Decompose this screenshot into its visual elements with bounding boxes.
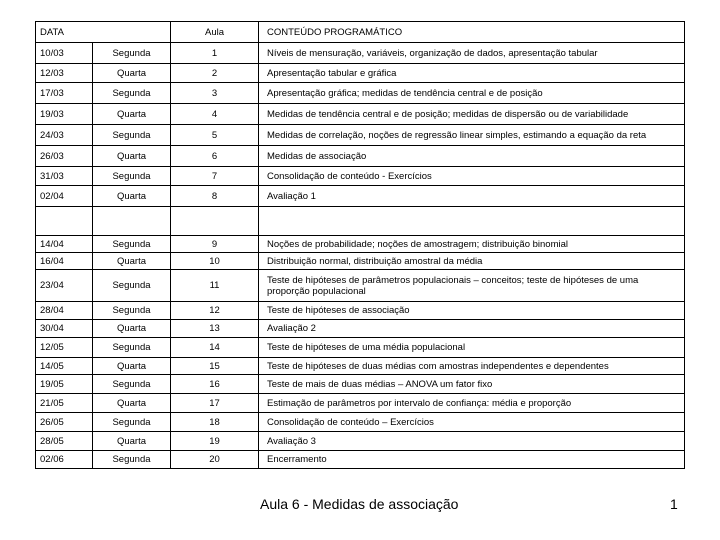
date-cell: 28/04 [36,302,93,320]
aula-number-cell: 5 [171,125,259,146]
table-row [36,302,685,320]
date-cell: 12/03 [36,64,93,83]
content-cell: Estimação de parâmetros por intervalo de confiança: média e proporção [259,394,685,413]
date-cell: 10/03 [36,43,93,64]
content-cell: Medidas de correlação, noções de regressão linear simples, estimando a equação da reta [259,125,685,146]
weekday-cell: Segunda [93,270,171,302]
aula-number-cell: 14 [171,338,259,358]
header-aula: Aula [171,22,259,43]
aula-number-cell: 20 [171,451,259,469]
weekday-cell: Quarta [93,146,171,167]
aula-number-cell [171,207,259,236]
date-cell: 28/05 [36,432,93,451]
aula-number-cell: 2 [171,64,259,83]
content-cell: Encerramento [259,451,685,469]
content-cell: Consolidação de conteúdo – Exercícios [259,413,685,432]
aula-number-cell: 15 [171,358,259,375]
content-cell: Medidas de tendência central e de posição; medidas de dispersão ou de variabilidade [259,104,685,125]
content-cell: Avaliação 1 [259,186,685,207]
table-row [36,270,685,302]
aula-number-cell: 16 [171,375,259,394]
date-cell: 26/05 [36,413,93,432]
content-cell: Teste de hipóteses de parâmetros populacionais – conceitos; teste de hipóteses de uma proporção populacional [259,270,685,302]
date-cell [36,207,93,236]
aula-number-cell: 11 [171,270,259,302]
table-row [36,432,685,451]
header-date: DATA [36,22,171,43]
aula-number-cell: 17 [171,394,259,413]
weekday-cell: Segunda [93,302,171,320]
table-row [36,375,685,394]
content-cell: Teste de mais de duas médias – ANOVA um fator fixo [259,375,685,394]
aula-number-cell: 10 [171,253,259,270]
date-cell: 26/03 [36,146,93,167]
weekday-cell [93,207,171,236]
aula-number-cell: 4 [171,104,259,125]
table-row [36,451,685,469]
date-cell: 17/03 [36,83,93,104]
content-cell: Teste de hipóteses de duas médias com amostras independentes e dependentes [259,358,685,375]
weekday-cell: Quarta [93,64,171,83]
content-cell: Consolidação de conteúdo - Exercícios [259,167,685,186]
table-body [36,43,685,469]
table-row [36,43,685,64]
table-row [36,64,685,83]
aula-number-cell: 1 [171,43,259,64]
table-row [36,83,685,104]
date-cell: 23/04 [36,270,93,302]
content-cell: Apresentação gráfica; medidas de tendência central e de posição [259,83,685,104]
aula-number-cell: 9 [171,236,259,253]
aula-number-cell: 8 [171,186,259,207]
weekday-cell: Quarta [93,432,171,451]
date-cell: 31/03 [36,167,93,186]
header-row [36,22,685,43]
schedule-table [35,21,685,469]
page-number: 1 [670,496,678,512]
table-row [36,146,685,167]
table-row [36,320,685,338]
weekday-cell: Segunda [93,125,171,146]
date-cell: 14/04 [36,236,93,253]
weekday-cell: Quarta [93,320,171,338]
date-cell: 21/05 [36,394,93,413]
aula-number-cell: 3 [171,83,259,104]
weekday-cell: Segunda [93,338,171,358]
date-cell: 14/05 [36,358,93,375]
table-row [36,338,685,358]
table-row [36,207,685,236]
aula-number-cell: 19 [171,432,259,451]
date-cell: 19/03 [36,104,93,125]
weekday-cell: Quarta [93,358,171,375]
content-cell: Teste de hipóteses de uma média populacional [259,338,685,358]
date-cell: 12/05 [36,338,93,358]
content-cell: Noções de probabilidade; noções de amostragem; distribuição binomial [259,236,685,253]
table-row [36,167,685,186]
weekday-cell: Quarta [93,394,171,413]
content-cell [259,207,685,236]
content-cell: Apresentação tabular e gráfica [259,64,685,83]
date-cell: 30/04 [36,320,93,338]
table-row [36,125,685,146]
aula-number-cell: 13 [171,320,259,338]
weekday-cell: Segunda [93,167,171,186]
table-row [36,413,685,432]
aula-number-cell: 12 [171,302,259,320]
table-row [36,186,685,207]
weekday-cell: Segunda [93,236,171,253]
date-cell: 16/04 [36,253,93,270]
weekday-cell: Segunda [93,83,171,104]
aula-number-cell: 6 [171,146,259,167]
date-cell: 19/05 [36,375,93,394]
table-row [36,253,685,270]
slide-title: Aula 6 - Medidas de associação [260,496,459,512]
weekday-cell: Segunda [93,43,171,64]
date-cell: 02/04 [36,186,93,207]
content-cell: Medidas de associação [259,146,685,167]
table-row [36,358,685,375]
content-cell: Avaliação 3 [259,432,685,451]
weekday-cell: Quarta [93,186,171,207]
weekday-cell: Quarta [93,104,171,125]
weekday-cell: Segunda [93,413,171,432]
aula-number-cell: 18 [171,413,259,432]
table-row [36,394,685,413]
table-row [36,236,685,253]
weekday-cell: Segunda [93,451,171,469]
content-cell: Avaliação 2 [259,320,685,338]
date-cell: 24/03 [36,125,93,146]
date-cell: 02/06 [36,451,93,469]
content-cell: Níveis de mensuração, variáveis, organização de dados, apresentação tabular [259,43,685,64]
weekday-cell: Quarta [93,253,171,270]
header-content: CONTEÚDO PROGRAMÁTICO [259,22,685,43]
weekday-cell: Segunda [93,375,171,394]
content-cell: Teste de hipóteses de associação [259,302,685,320]
table-row [36,104,685,125]
content-cell: Distribuição normal, distribuição amostral da média [259,253,685,270]
aula-number-cell: 7 [171,167,259,186]
